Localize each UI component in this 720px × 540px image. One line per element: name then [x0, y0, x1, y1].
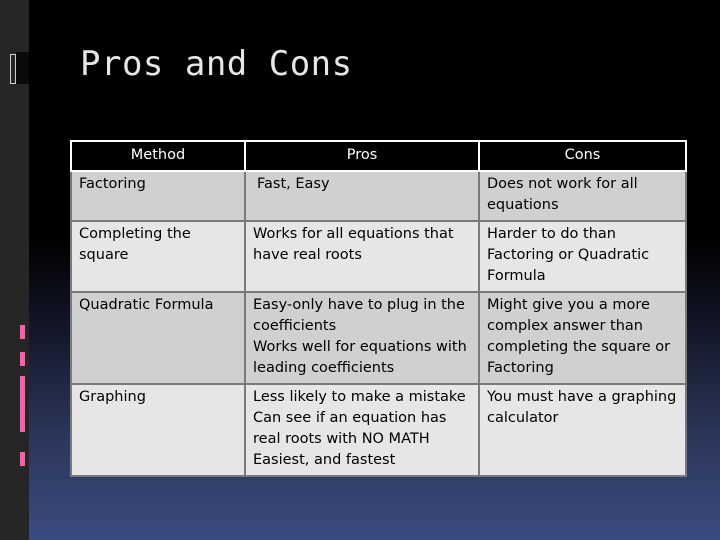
column-header-pros: Pros: [245, 141, 479, 171]
pros-line: Works well for equations with leading coefficients: [253, 339, 467, 376]
column-header-cons: Cons: [479, 141, 686, 171]
cons-line: Does not work for all equations: [487, 176, 638, 213]
cons-line: You must have a graphing calculator: [487, 389, 677, 426]
decor-block: [16, 52, 29, 84]
table-row: [71, 292, 686, 384]
pros-line: Easiest, and fastest: [253, 452, 396, 468]
cons-line: Might give you a more complex answer than completing the square or Factoring: [487, 297, 671, 376]
cons-cell: [479, 171, 686, 221]
method-cell: Completing the square: [71, 221, 245, 292]
table-row: [71, 384, 686, 476]
cons-cell: [479, 221, 686, 292]
pros-line: Less likely to make a mistake: [253, 389, 466, 405]
method-cell: Factoring: [71, 171, 245, 221]
table-header-row: [71, 141, 686, 171]
accent-bar: [20, 352, 25, 366]
accent-bar: [20, 452, 25, 466]
table-row: [71, 221, 686, 292]
pros-cell: [245, 292, 479, 384]
slide-title: Pros and Cons: [80, 44, 353, 84]
pros-cell: [245, 221, 479, 292]
pros-line: Fast, Easy: [257, 176, 330, 192]
method-cell: Graphing: [71, 384, 245, 476]
cons-line: Harder to do than Factoring or Quadratic Formula: [487, 226, 650, 284]
decor-outline-block: [10, 54, 16, 84]
pros-line: Works for all equations that have real roots: [253, 226, 454, 263]
pros-cons-table: [70, 140, 687, 477]
pros-line: Can see if an equation has real roots with NO MATH: [253, 410, 447, 447]
cons-cell: [479, 384, 686, 476]
accent-bar: [20, 325, 25, 339]
pros-cell: [245, 384, 479, 476]
table-row: [71, 171, 686, 221]
pros-line: Easy-only have to plug in the coefficients: [253, 297, 465, 334]
accent-bar: [20, 376, 25, 432]
cons-cell: [479, 292, 686, 384]
pros-cell: [245, 171, 479, 221]
column-header-method: Method: [71, 141, 245, 171]
method-cell: Quadratic Formula: [71, 292, 245, 384]
